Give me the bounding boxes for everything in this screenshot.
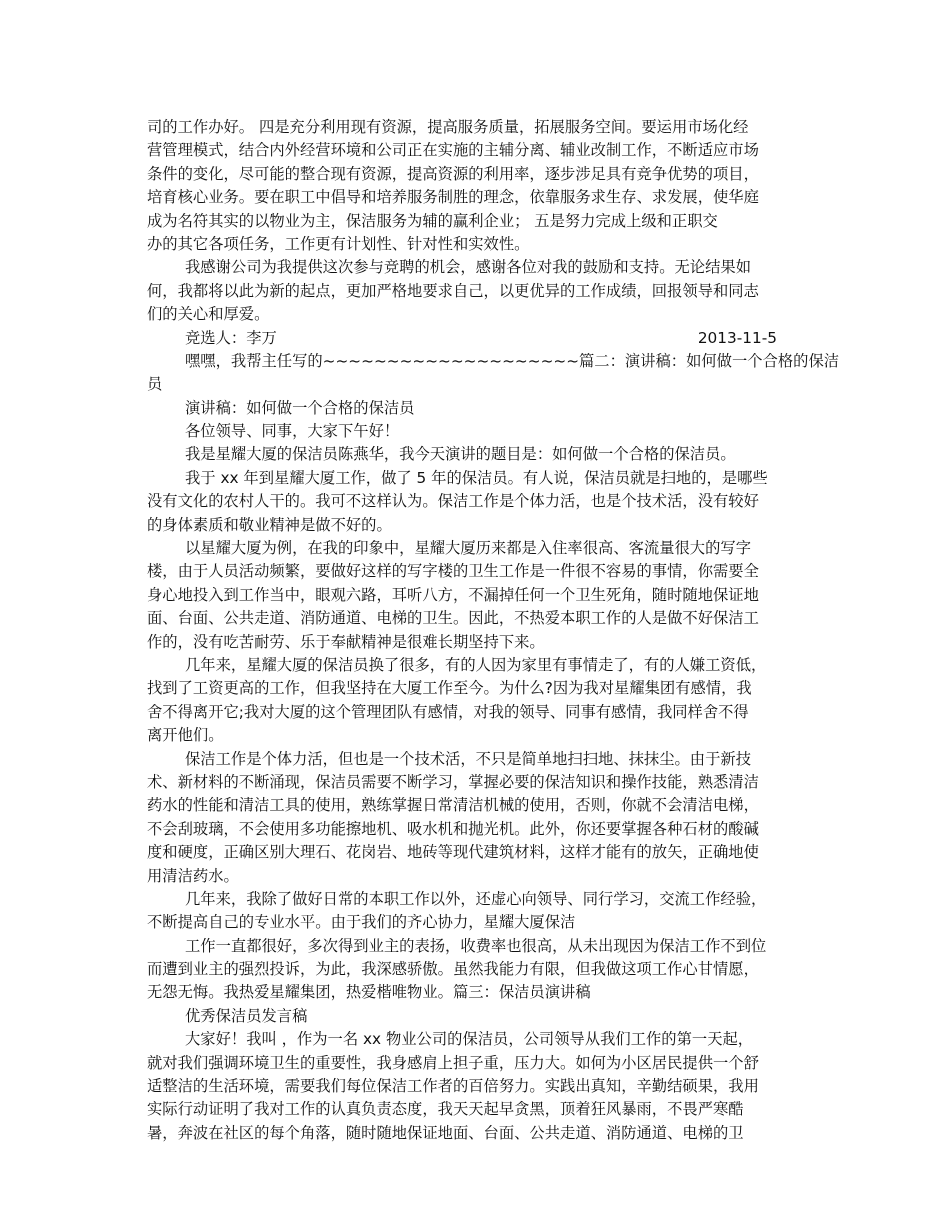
text-line: 楼，由于人员活动频繁，要做好这样的写字楼的卫生工作是一件很不容易的事情，你需要全 — [147, 562, 759, 581]
text-line: 就对我们强调环境卫生的重要性，我身感肩上担子重，压力大。如何为小区居民提供一个舒 — [147, 1053, 759, 1072]
text-line: 实际行动证明了我对工作的认真负责态度，我天天起早贪黑，顶着狂风暴雨，不畏严寒酷 — [147, 1100, 744, 1119]
text-line: 演讲稿：如何做一个合格的保洁员 — [185, 398, 415, 417]
signature-line — [147, 327, 807, 350]
text-line: 适整洁的生活环境，需要我们每位保洁工作者的百倍努力。实践出真知，辛勤结硕果，我用 — [147, 1077, 759, 1096]
text-block-2 — [147, 350, 840, 1145]
text-line: 度和硬度，正确区别大理石、花岗岩、地砖等现代建筑材料，这样才能有的放矢，正确地使 — [147, 843, 759, 862]
text-line: 几年来，星耀大厦的保洁员换了很多，有的人因为家里有事情走了，有的人嫌工资低， — [185, 655, 767, 674]
text-line: 无怨无悔。我热爱星耀集团，热爱楷唯物业。篇三：保洁员演讲稿 — [147, 983, 591, 1002]
text-line: 员 — [147, 375, 163, 394]
text-line: 术、新材料的不断涌现，保洁员需要不断学习，掌握必要的保洁知识和操作技能，熟悉清洁 — [147, 772, 759, 791]
text-line: 几年来，我除了做好日常的本职工作以外，还虚心向领导、同行学习，交流工作经验， — [185, 889, 767, 908]
text-line: 不会刮玻璃，不会使用多功能擦地机、吸水机和抛光机。此外，你还要掌握各种石材的酸碱 — [147, 819, 759, 838]
text-line: 用清洁药水。 — [147, 866, 239, 885]
text-line: 不断提高自己的专业水平。由于我们的齐心协力，星耀大厦保洁 — [147, 913, 576, 932]
text-line: 舍不得离开它;我对大厦的这个管理团队有感情，对我的领导、同事有感情，我同样舍不得 — [147, 702, 749, 721]
text-line: 离开他们。 — [147, 726, 224, 745]
text-line: 找到了工资更高的工作，但我坚持在大厦工作至今。为什么?因为我对星耀集团有感情，我 — [147, 679, 752, 698]
text-line: 我于 xx 年到星耀大厦工作，做了 5 年的保洁员。有人说，保洁员就是扫地的，是哪些 — [185, 468, 768, 487]
text-line: 办的其它各项任务，工作更有计划性、针对性和实效性。 — [147, 234, 530, 253]
document-page — [147, 116, 840, 1145]
text-line: 工作一直都很好，多次得到业主的表扬，收费率也很高，从未出现因为保洁工作不到位 — [185, 936, 767, 955]
text-line: 作的，没有吃苦耐劳、乐于奉献精神是很难长期坚持下来。 — [147, 632, 545, 651]
text-line: 以星耀大厦为例，在我的印象中，星耀大厦历来都是入住率很高、客流量很大的写字 — [185, 539, 751, 558]
text-line: 身心地投入到工作当中，眼观六路，耳听八方，不漏掉任何一个卫生死角，随时随地保证地 — [147, 585, 759, 604]
text-line: 各位领导、同事，大家下午好！ — [185, 422, 400, 441]
text-line: 司的工作办好。 四是充分利用现有资源，提高服务质量，拓展服务空间。要运用市场化经 — [147, 118, 749, 136]
text-line: 嘿嘿，我帮主任写的~~~~~~~~~~~~~~~~~~~~篇二：演讲稿：如何做一个合格的保洁 — [185, 351, 840, 370]
text-line: 面、台面、公共走道、消防通道、电梯的卫生。因此，不热爱本职工作的人是做不好保洁工 — [147, 609, 759, 628]
text-line: 暑，奔波在社区的每个角落，随时随地保证地面、台面、公共走道、消防通道、电梯的卫 — [147, 1123, 744, 1142]
text-line: 保洁工作是个体力活，但也是一个技术活，不只是简单地扫扫地、抹抹尘。由于新技 — [185, 749, 751, 768]
text-line: 培育核心业务。要在职工中倡导和培养服务制胜的理念，依靠服务求生存、求发展，使华庭 — [147, 188, 759, 207]
text-line: 没有文化的农村人干的。我可不这样认为。保洁工作是个体力活，也是个技术活，没有较好 — [147, 492, 759, 511]
text-line: 何，我都将以此为新的起点，更加严格地要求自己，以更优异的工作成绩，回报领导和同志 — [147, 281, 759, 300]
text-line: 成为名符其实的以物业为主，保洁服务为辅的赢利企业； 五是努力完成上级和正职交 — [147, 211, 718, 230]
text-line: 的身体素质和敬业精神是做不好的。 — [147, 515, 392, 534]
text-line: 药水的性能和清洁工具的使用，熟练掌握日常清洁机械的使用，否则，你就不会清洁电梯， — [147, 796, 759, 815]
signature-name: 竞选人：李万 — [185, 328, 277, 347]
text-line: 大家好！我叫 ，作为一名 xx 物业公司的保洁员，公司领导从我们工作的第一天起， — [185, 1030, 754, 1049]
text-block-1 — [147, 116, 807, 327]
text-line: 我感谢公司为我提供这次参与竞聘的机会，感谢各位对我的鼓励和支持。无论结果如 — [185, 258, 751, 277]
text-line: 我是星耀大厦的保洁员陈燕华，我今天演讲的题目是：如何做一个合格的保洁员。 — [185, 445, 736, 464]
signature-date: 2013-11-5 — [697, 328, 777, 347]
text-line: 而遭到业主的强烈投诉，为此，我深感骄傲。虽然我能力有限，但我做这项工作心甘情愿， — [147, 960, 759, 979]
text-line: 们的关心和厚爱。 — [147, 305, 270, 324]
text-line: 优秀保洁员发言稿 — [185, 1006, 308, 1025]
text-line: 营管理模式，结合内外经营环境和公司正在实施的主辅分离、辅业改制工作，不断适应市场 — [147, 141, 759, 160]
text-line: 条件的变化，尽可能的整合现有资源，提高资源的利用率，逐步涉足具有竞争优势的项目， — [147, 164, 759, 183]
